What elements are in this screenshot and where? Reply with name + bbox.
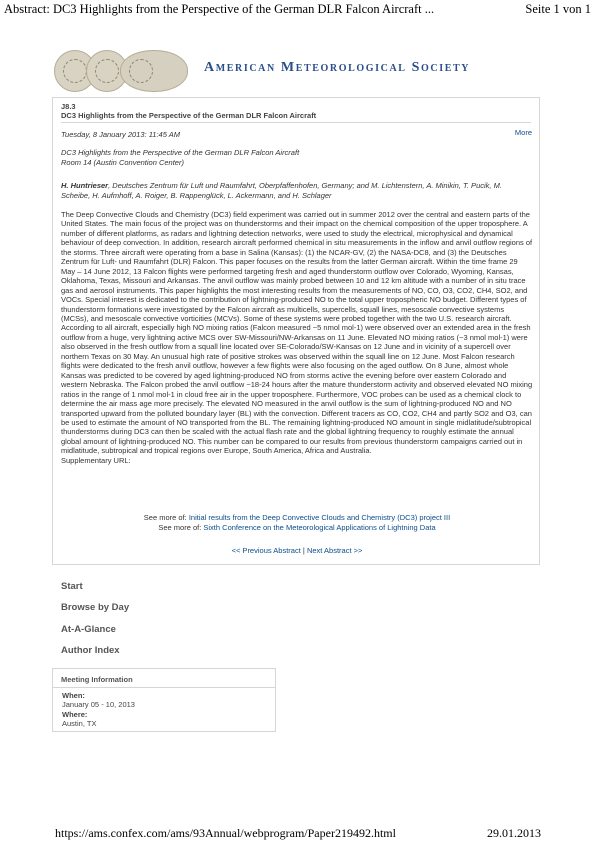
print-header-page: Seite 1 von 1 (525, 2, 591, 16)
session-info (61, 148, 299, 168)
see-more-label: See more of: (158, 523, 204, 532)
nav-browse-by-day[interactable]: Browse by Day (61, 602, 130, 613)
abstract-pager (53, 546, 541, 555)
abstract-text: The Deep Convective Clouds and Chemistry (DC3) field experiment was carried out in summer 2012 over the central and eastern parts of the United States. The main focus of the project was on thunderstorms and their impact on the chemical composition of the upper troposphere. A number of different platforms, as radars and lightning detection networks, were used to study the electrical, microphysical and dynamical behaviour of deep convection. In addition, research aircraft performed chemical in situ measurements in the inflow and anvil outflow regions of the storms. Three aircraft were operating from a base in Salina (Kansas): (1) the NCAR-GV, (2) the NASA-DC8, and (3) the Deutsches Zentrum für Luft- und Raumfahrt (DLR) Falcon. This paper focuses on the results from the latter German aircraft. Within the time frame 29 May – 14 June 2012, 13 Falcon flights were performed targeting fresh and aged thunderstorm outflow over Colorado, Wyoming, Kansas, Oklahoma, Texas, Missouri and Arkansas. The anvil outflow was mainly probed between 10 and 12 km altitude with a number of in situ trace gas and aerosol instruments. This paper highlights the most interesting results from the measurements of NO, CO, O3, CO2, CH4, SO2, and VOCs. Special interest is dedicated to the contribution of lightning-produced NO to the total upper tropospheric NO budget. Different types of thunderstorm formations were investigated by the Falcon aircraft as multicells, supercells, squall lines, mesoscale convective systems (MCSs), and mesoscale convective vorticities (MCVs). Some of these systems were probed together with the two U.S. research aircraft. According to all aircraft, especially high NO mixing ratios (Falcon measured ~5 nmol mol-1) were observed over an extended area in the fresh outflow from a huge, very lightning active MCS over SW-Missouri/NW-Arkansas on 11 June. Elevated NO mixing ratios (~3 nmol mol-1) were also observed in the fresh outflow from a squall line located over SE-Colorado/SW-Kansas on 12 June and in vicinity of a supercell over northern Texas on 30 May. An unusual high rate of positive strokes was observed within the squall line on 12 June. Most Falcon research flights were dedicated to the fresh anvil outflow, however a few flights were also focusing on the aged outflow. On 8 June, almost whole Kansas was predicted to be covered by aged lightning-produced NO from storms active the evening before over eastern Colorado and western Nebraska. The Falcon probed the anvil outflow ~18-24 hours after the mature thunderstorm activity and observed elevated NO mixing ratios in the range of 1 nmol mol-1 in cloud free air in the upper troposphere. Furthermore, VOC probes can be used as a chemical clock to determine the air mass age more precisely. The elevated NO measured in the anvil outflow is the sum of lightning-produced NO and NO transported upward from the polluted boundary layer (BL) with the convection. Different tracers as CO, CO2, CH4 and partly SO2 and O3, can be used to estimate the amount of NO transported from the BL. The remaining lightning-produced NO amount in single midlatitude/subtropical thunderstorms during DC3 can then be scaled with the actual flash rate and the global lightning frequency to roughly estimate the annual global amount of lightning-produced NO. This number can be compared to our results from previous thunderstorm campaigns carried out in midlatitude, subtropical and tropical regions over Europe, South America, Africa and Australia. (61, 210, 533, 456)
more-link[interactable]: More (514, 128, 532, 137)
society-name: American Meteorological Society (204, 60, 471, 75)
see-more-program (53, 523, 541, 532)
program-link[interactable]: Sixth Conference on the Meteorological Applications of Lightning Data (203, 523, 436, 532)
pager-separator: | (302, 546, 305, 555)
divider (53, 687, 275, 688)
author-list (61, 181, 531, 201)
meeting-where-value: Austin, TX (62, 719, 97, 728)
author-affiliations: , Deutsches Zentrum für Luft und Raumfahrt, Oberpfaffenhofen, Germany; and M. Lichtenstern, A. Minikin, T. Pucik, M. Scheibe, H. Aufmhoff, A. Roiger, B. Rappenglück, L. Ackermann, and H. Schlager (61, 181, 502, 200)
meeting-when-value: January 05 - 10, 2013 (62, 700, 135, 709)
meeting-when-label: When: (62, 691, 85, 700)
print-header (0, 0, 595, 20)
abstract-title: DC3 Highlights from the Perspective of the German DLR Falcon Aircraft (61, 111, 317, 120)
session-link[interactable]: Initial results from the Deep Convective Clouds and Chemistry (DC3) project III (188, 513, 451, 522)
supplementary-url: Supplementary URL: (61, 455, 131, 465)
nav-author-index[interactable]: Author Index (61, 645, 120, 656)
ams-header (54, 50, 540, 92)
session-room: Room 14 (Austin Convention Center) (61, 158, 184, 167)
abstract-datetime: Tuesday, 8 January 2013: 11:45 AM (61, 130, 180, 139)
nav-start[interactable]: Start (61, 581, 83, 592)
ams-emblem-icon (120, 50, 188, 92)
meeting-where-label: Where: (62, 710, 88, 719)
nav-at-a-glance[interactable]: At-A-Glance (61, 624, 116, 635)
next-abstract-link[interactable]: Next Abstract >> (306, 546, 363, 555)
print-footer (0, 826, 595, 842)
print-date: 29.01.2013 (487, 826, 541, 840)
previous-abstract-link[interactable]: << Previous Abstract (231, 546, 301, 555)
page-url: https://ams.confex.com/ams/93Annual/webprogram/Paper219492.html (55, 826, 396, 840)
presenting-author: H. Huntrieser (61, 181, 109, 190)
session-title: DC3 Highlights from the Perspective of the German DLR Falcon Aircraft (61, 148, 300, 157)
meeting-info-heading: Meeting Information (61, 675, 133, 684)
abstract-body (61, 210, 533, 465)
abstract-code: J8.3 (61, 102, 76, 111)
abstract-panel (52, 97, 540, 565)
print-header-title: Abstract: DC3 Highlights from the Perspective of the German DLR Falcon Aircraft ... (4, 2, 435, 16)
divider (61, 122, 531, 123)
see-more-session (53, 513, 541, 522)
see-more-label: See more of: (143, 513, 189, 522)
